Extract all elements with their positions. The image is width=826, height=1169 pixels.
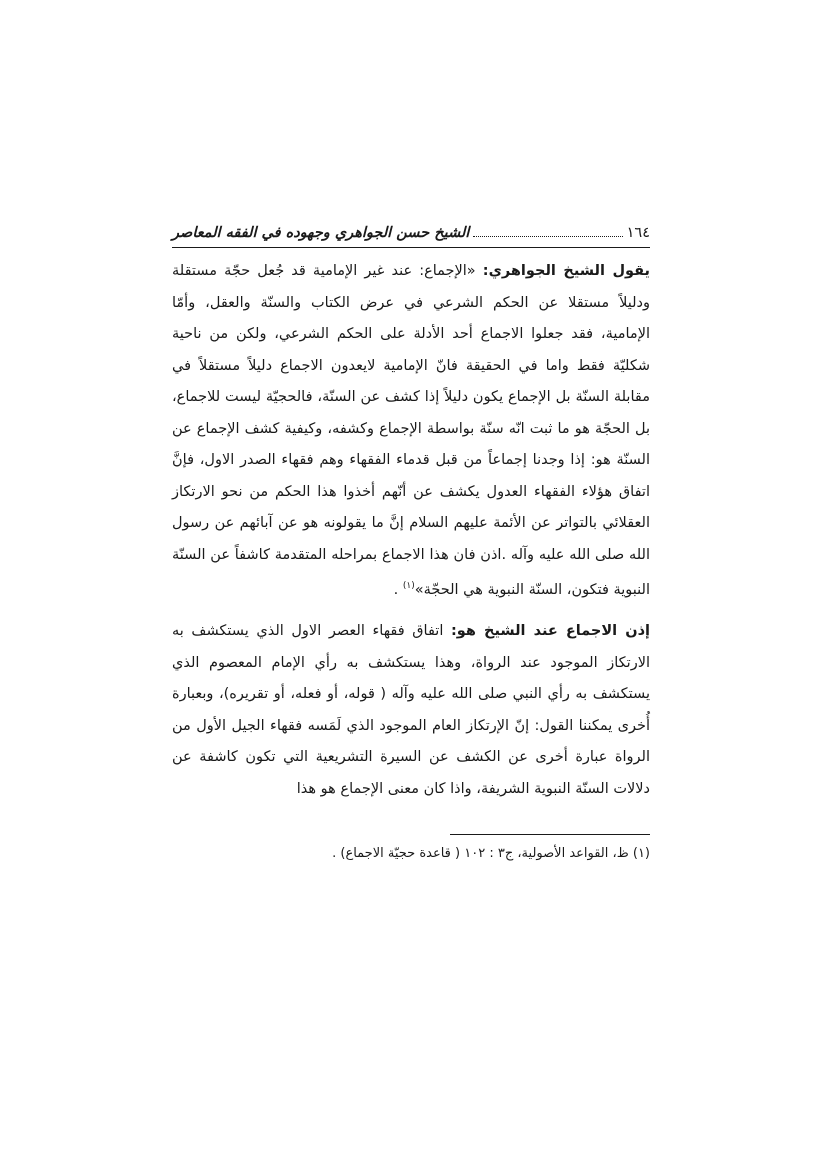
- footnote-reference: (١): [402, 581, 415, 591]
- footnote: (١) ظ، القواعد الأصولية، ج٣ : ١٠٢ ( قاعدة حجيّة الاجماع) .: [332, 846, 650, 862]
- paragraph-definition: [172, 616, 650, 805]
- paragraph-quote: يقول الشيخ الجواهري: «الإجماع: عند غير الإمامية قد جُعل حجّة مستقلة ودليلاً مستقلا عن الحكم الشرعي في عرض الكتاب والسنّة والعقل، وأمّا الإمامية، فقد جعلوا الاجماع أحد الأدلة على الحكم الشرعي، ولكن من ناحية شكليّة فقط واما في الحقيقة فانّ الإمامية لايعدون الاجماع دليلاً مستقلاً في مقابلة السنّة بل الإجماع يكون دليلاً إذا كشف عن السنّة، فالحجيّة ليست للاجماع، بل الحجّة هو ما ثبت انّه سنّة بواسطة الإجماع وكشفه، وكيفية كشف الإجماع عن السنّة هو: إذا وجدنا إجماعاً من قبل قدماء الفقهاء وهم فقهاء الصدر الاول، فإنَّ اتفاق هؤلاء الفقهاء العدول يكشف عن أنّهم أخذوا هذا الحكم من نحو الارتكاز العقلائي بالتواتر عن الأئمة عليهم السلام إنَّ ما يقولونه هو عن آبائهم عن رسول الله صلى الله عليه وآله .اذن فان هذا الاجماع بمراحله المتقدمة كاشفاً عن السنّة النبوية فتكون، السنّة النبوية هي الحجّة»$^{(١)}$ .: [172, 263, 651, 598]
- paragraph-lead: يقول الشيخ الجواهري:: [482, 263, 651, 279]
- paragraph-body: «الإجماع: عند غير الإمامية قد جُعل حجّة مستقلة ودليلاً مستقلا عن الحكم الشرعي في عرض الكتاب والسنّة والعقل، وأمّا الإمامية، فقد جعلوا الاجماع أحد الأدلة على الحكم الشرعي، ولكن من ناحية شكليّة فقط واما في الحقيقة فانّ الإمامية لايعدون الاجماع دليلاً مستقلاً في مقابلة السنّة بل الإجماع يكون دليلاً إذا كشف عن السنّة، فالحجيّة ليست للاجماع، بل الحجّة هو ما ثبت انّه سنّة بواسطة الإجماع وكشفه، وكيفية كشف الإجماع عن السنّة هو: إذا وجدنا إجماعاً من قبل قدماء الفقهاء وهم فقهاء الصدر الاول، فإنَّ اتفاق هؤلاء الفقهاء العدول يكشف عن أنّهم أخذوا هذا الحكم من نحو الارتكاز العقلائي بالتواتر عن الأئمة عليهم السلام إنَّ ما يقولونه هو عن آبائهم عن رسول الله صلى الله عليه وآله .اذن فان هذا الاجماع بمراحله المتقدمة كاشفاً عن السنّة النبوية فتكون، السنّة النبوية هي الحجّة»: [172, 263, 650, 598]
- running-title: الشيخ حسن الجواهري وجهوده في الفقه المعاصر: [172, 225, 470, 241]
- footnote-separator: [450, 834, 650, 835]
- header-leader-dots: [473, 236, 622, 237]
- running-header: [172, 222, 650, 248]
- page: [172, 222, 650, 865]
- page-number: ١٦٤: [626, 225, 650, 241]
- paragraph-body: اتفاق فقهاء العصر الاول الذي يستكشف به الارتكاز الموجود عند الرواة، وهذا يستكشف به رأي الإمام المعصوم الذي يستكشف به رأي النبي صلى الله عليه وآله ( قوله، أو فعله، أو تقريره)، وبعبارة أُخرى يمكننا القول: إنّ الإرتكاز العام الموجود الذي لَمَسه فقهاء الجيل الأول من الرواة عبارة أخرى عن الكشف عن السيرة التشريعية التي تكون كاشفة عن دلالات السنّة النبوية الشريفة، واذا كان معنى الإجماع هو هذا: [172, 623, 650, 797]
- paragraph-lead: إذن الاجماع عند الشيخ هو:: [450, 623, 650, 640]
